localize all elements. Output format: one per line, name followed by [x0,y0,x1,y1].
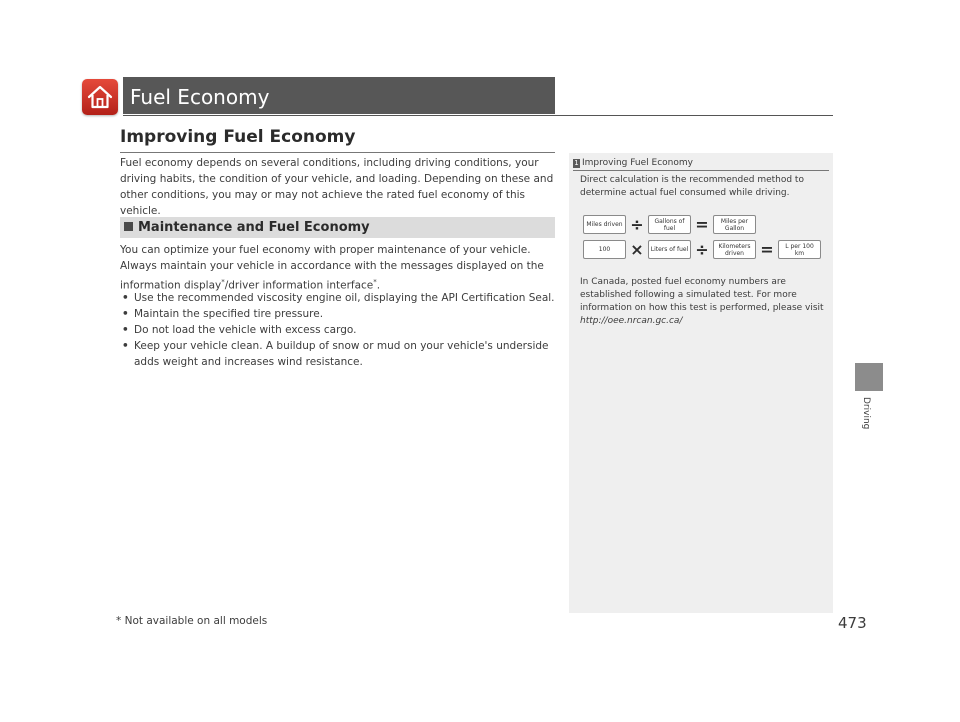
box-gallons-of-fuel: Gallons of fuel [648,215,691,234]
side-note-heading-text: Improving Fuel Economy [582,158,693,168]
side-note-rule [573,170,829,171]
equals-icon: = [695,215,709,234]
page-title: Fuel Economy [130,85,270,109]
box-kilometers-driven: Kilometers driven [713,240,756,259]
box-liters-of-fuel: Liters of fuel [648,240,691,259]
box-miles-driven: Miles driven [583,215,626,234]
section-square-icon [124,222,133,231]
asterisk-1: * [221,278,225,286]
box-100: 100 [583,240,626,259]
section-title: Improving Fuel Economy [120,127,356,147]
nrcan-link[interactable]: http://oee.nrcan.gc.ca/ [580,316,683,326]
box-miles-per-gallon: Miles per Gallon [713,215,756,234]
list-item: • Do not load the vehicle with excess cargo. [120,322,560,338]
side-note-paragraph-2 [580,276,828,328]
para-text-1: You can optimize your fuel economy with proper maintenance of your vehicle. Always maintain your vehicle in accordance with the messages displayed on the information display [120,244,544,292]
divide-icon: ÷ [630,215,644,234]
canada-text: In Canada, posted fuel economy numbers are established following a simulated test. For more information on how this test is performed, please visit [580,277,824,313]
chapter-tab[interactable] [855,363,883,391]
subsection-title-text: Maintenance and Fuel Economy [138,220,370,235]
subsection-title [124,219,370,236]
chapter-tab-label [851,395,887,435]
box-l-per-100-km: L per 100 km [778,240,821,259]
list-item: • Use the recommended viscosity engine oil, displaying the API Certification Seal. [120,290,560,306]
list-item: • Keep your vehicle clean. A buildup of snow or mud on your vehicle's underside adds weight and increases wind resistance. [120,338,560,370]
tips-list [120,290,560,370]
home-button[interactable] [82,79,118,115]
note-number-badge: 1 [574,159,579,167]
title-rule [123,115,833,116]
maintenance-paragraph [120,242,560,294]
fuel-calc-diagram [575,207,825,267]
home-icon [87,85,113,109]
list-item: • Maintain the specified tire pressure. [120,306,560,322]
equals-icon: = [760,240,774,259]
divide-icon: ÷ [695,240,709,259]
section-rule [120,152,555,153]
side-note-paragraph-1: Direct calculation is the recommended method to determine actual fuel consumed while driving. [580,175,804,198]
asterisk-2: * [373,278,377,286]
para-text-2: /driver information interface [224,279,374,292]
multiply-icon: × [630,240,644,259]
side-note-heading [573,157,693,169]
para-text-3: . [376,279,381,292]
page-number: 473 [838,614,867,632]
chapter-tab-text: Driving [861,397,871,430]
intro-paragraph: Fuel economy depends on several conditions, including driving conditions, your driving habits, the condition of your vehicle, and loading. Depending on these and other conditions, you may or may not achieve the rated fuel economy of this vehicle. [120,157,554,217]
footnote: * Not available on all models [116,615,268,627]
